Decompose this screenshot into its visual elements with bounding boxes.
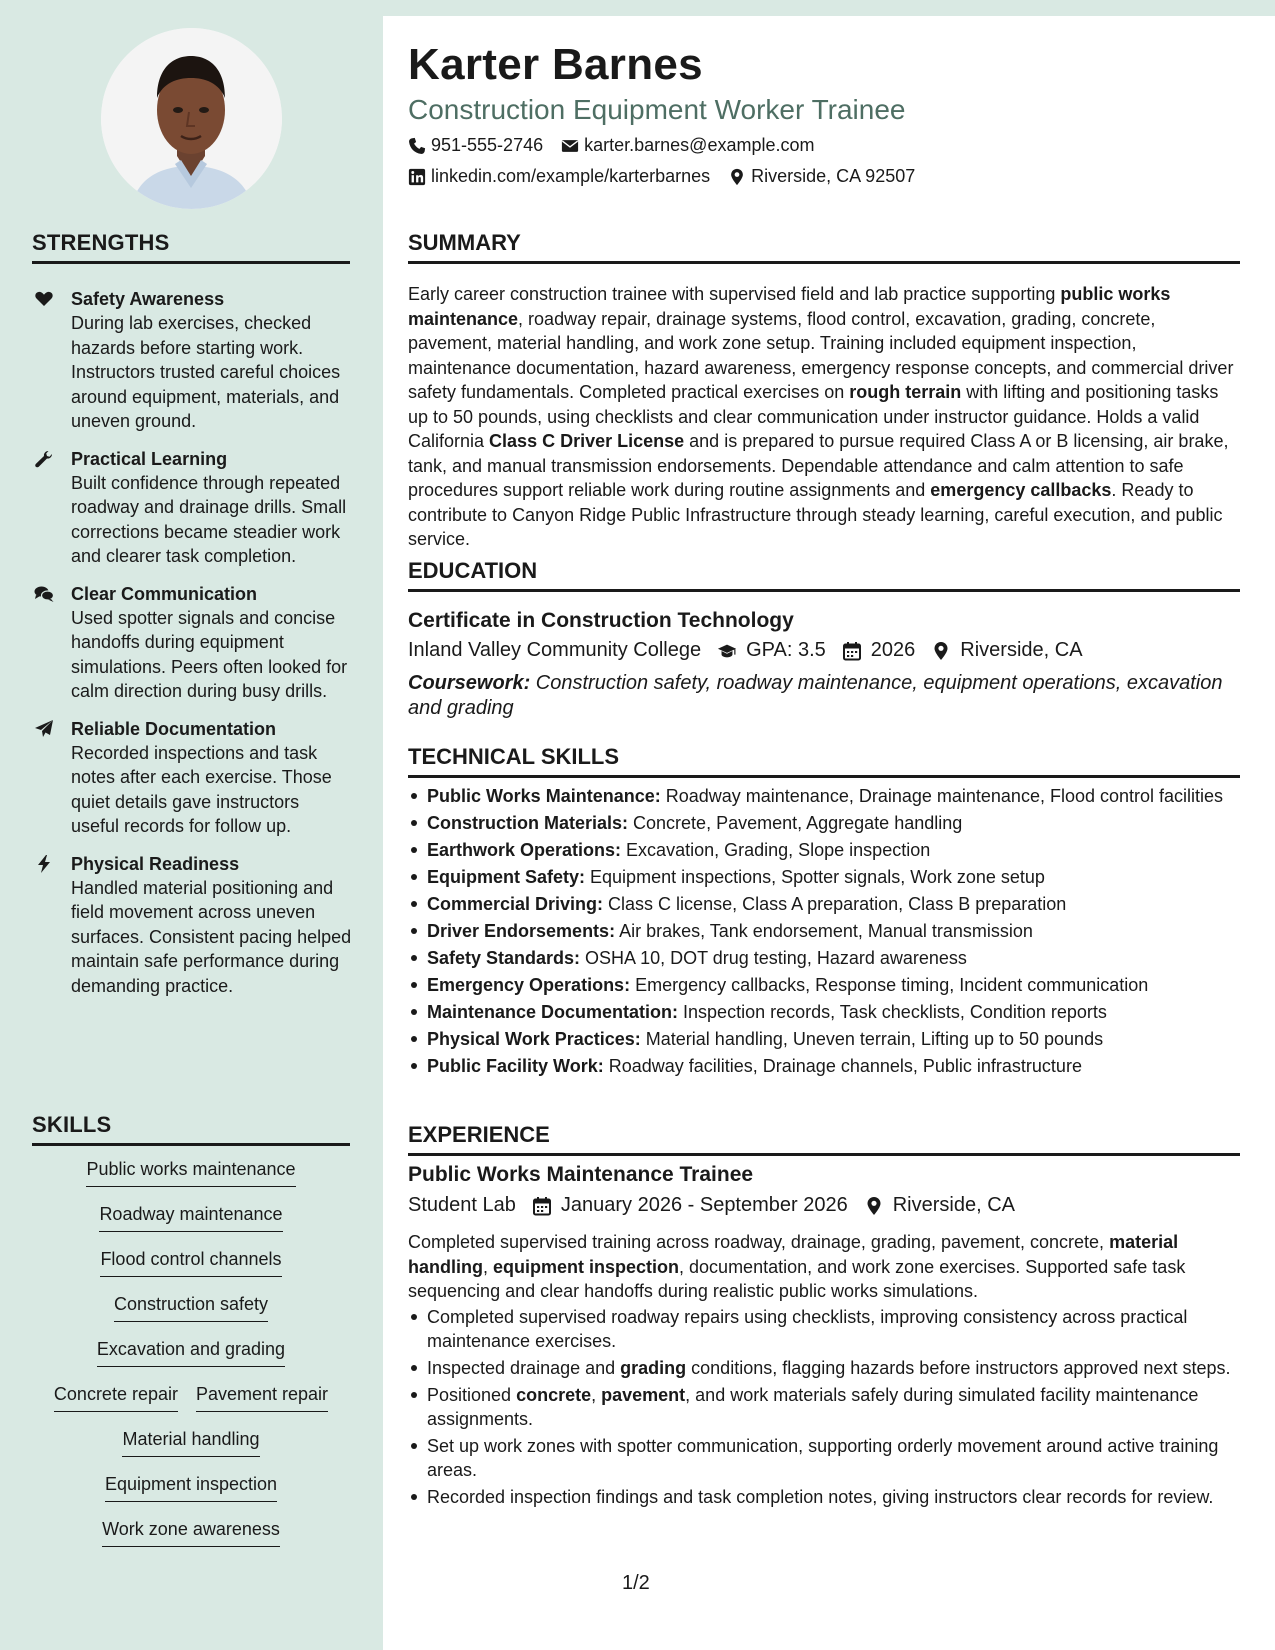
skill-values: Roadway maintenance, Drainage maintenance, Flood control facilities — [660, 786, 1224, 806]
skill-tag: Excavation and grading — [97, 1337, 285, 1367]
strength-desc: Used spotter signals and concise handoffs during equipment simulations. Peers often looked for calm direction during busy drills. — [71, 607, 348, 701]
bold-text: Class C Driver License — [489, 431, 685, 451]
strength-title: Reliable Documentation — [71, 718, 277, 739]
skill-row — [32, 1247, 350, 1292]
map-pin-icon — [931, 641, 951, 661]
strength-title: Clear Communication — [71, 583, 258, 604]
bold-text: grading — [620, 1358, 687, 1378]
text-segment: Inspected drainage and — [427, 1358, 621, 1378]
technical-skill-item — [408, 784, 1240, 808]
text-segment: . Ready to contribute to Canyon Ridge Public Infrastructure through steady learning, careful execution, and public service. — [408, 480, 1223, 549]
skill-category: Public Facility Work: — [427, 1056, 604, 1076]
education-meta — [408, 639, 1089, 662]
skill-values: OSHA 10, DOT drug testing, Hazard awareness — [580, 948, 967, 968]
text-segment: Recorded inspection findings and task completion notes, giving instructors clear records for review. — [427, 1487, 1214, 1507]
skill-values: Emergency callbacks, Response timing, Incident communication — [630, 975, 1149, 995]
school-name: Inland Valley Community College — [408, 639, 702, 661]
map-pin-icon — [864, 1196, 884, 1216]
skill-row — [32, 1382, 350, 1427]
skill-row — [32, 1292, 350, 1337]
skill-row — [32, 1157, 350, 1202]
candidate-role: Construction Equipment Worker Trainee — [408, 94, 906, 125]
bolt-icon — [34, 854, 54, 874]
skill-category: Equipment Safety: — [427, 867, 586, 887]
skills-heading: SKILLS — [32, 1112, 350, 1146]
heart-icon — [34, 289, 54, 309]
degree-title: Certificate in Construction Technology — [408, 609, 794, 632]
strength-item — [32, 582, 352, 704]
strength-desc: During lab exercises, checked hazards before starting work. Instructors trusted careful choices around equipment, materials, and uneven ground. — [71, 313, 341, 431]
skill-tag: Pavement repair — [196, 1382, 328, 1412]
skill-row — [32, 1427, 350, 1472]
technical-skills-list — [408, 784, 1240, 1081]
text-segment: Positioned — [427, 1385, 517, 1405]
skill-category: Public Works Maintenance: — [427, 786, 661, 806]
text-segment: , — [483, 1256, 494, 1277]
job-location-item — [864, 1194, 1015, 1217]
skill-category: Emergency Operations: — [427, 975, 631, 995]
org-name: Student Lab — [408, 1194, 516, 1216]
skill-values: Excavation, Grading, Slope inspection — [621, 840, 931, 860]
skill-values: Roadway facilities, Drainage channels, Public infrastructure — [603, 1056, 1082, 1076]
linkedin-icon — [408, 168, 426, 186]
candidate-name: Karter Barnes — [408, 40, 703, 89]
skills-list — [32, 1157, 350, 1562]
skill-tag: Public works maintenance — [86, 1157, 295, 1187]
skill-values: Equipment inspections, Spotter signals, Work zone setup — [585, 867, 1045, 887]
coursework-label: Coursework: — [408, 672, 531, 694]
bold-text: concrete — [516, 1385, 592, 1405]
wrench-icon — [34, 449, 54, 469]
skill-tag: Flood control channels — [100, 1247, 281, 1277]
strengths-list — [32, 287, 352, 1011]
strengths-heading: STRENGTHS — [32, 230, 350, 264]
text-segment: , roadway repair, drainage systems, flood control, excavation, grading, concrete, pavement, material handling, and work zone setup. Training included equipment inspection, maintenance documentation, hazard awareness, emergency response concepts, and commercial driver safety fundamentals. Completed practical exercises on — [408, 308, 1234, 402]
experience-bullet — [408, 1485, 1240, 1509]
skill-category: Safety Standards: — [427, 948, 581, 968]
bold-text: public works maintenance — [408, 284, 1171, 329]
strength-desc: Built confidence through repeated roadway and drainage drills. Small corrections became steadier work and clearer task completion. — [71, 472, 347, 566]
technical-skill-item — [408, 1054, 1240, 1078]
skill-values: Inspection records, Task checklists, Condition reports — [678, 1002, 1107, 1022]
calendar-icon — [532, 1196, 552, 1216]
text-segment: Completed supervised roadway repairs using checklists, improving consistency across practical maintenance exercises. — [427, 1307, 1188, 1351]
summary-text — [408, 282, 1240, 552]
bold-text: equipment inspection — [493, 1256, 680, 1277]
comments-icon — [34, 584, 54, 604]
paper-plane-icon — [34, 719, 54, 739]
text-segment: , documentation, and work zone exercises. Supported safe task sequencing and clear handoffs during realistic public works simulations. — [408, 1256, 1186, 1301]
skill-values: Air brakes, Tank endorsement, Manual transmission — [615, 921, 1033, 941]
technical-skill-item — [408, 838, 1240, 862]
experience-bullet — [408, 1383, 1240, 1431]
education-heading: EDUCATION — [408, 558, 1240, 592]
text-segment: Set up work zones with spotter communication, supporting orderly movement around active training areas. — [427, 1436, 1219, 1480]
text-segment: Early career construction trainee with supervised field and lab practice supporting — [408, 284, 1061, 304]
job-location: Riverside, CA — [892, 1194, 1015, 1216]
coursework — [408, 671, 1240, 720]
location-text: Riverside, CA 92507 — [751, 166, 916, 186]
technical-skill-item — [408, 865, 1240, 889]
skill-category: Physical Work Practices: — [427, 1029, 641, 1049]
linkedin-contact[interactable] — [408, 166, 710, 187]
avatar — [101, 28, 282, 209]
skill-row — [32, 1517, 350, 1562]
skill-row — [32, 1202, 350, 1247]
text-segment: Completed supervised training across roadway, drainage, grading, pavement, concrete, — [408, 1232, 1110, 1252]
skill-row — [32, 1337, 350, 1382]
envelope-icon — [561, 137, 579, 155]
skill-values: Concrete, Pavement, Aggregate handling — [628, 813, 963, 833]
org-item — [408, 1194, 516, 1217]
skill-category: Driver Endorsements: — [427, 921, 616, 941]
edu-location-item — [931, 639, 1082, 662]
gpa-item — [717, 639, 826, 662]
summary-heading: SUMMARY — [408, 230, 1240, 264]
location-contact — [728, 166, 915, 187]
skill-category: Construction Materials: — [427, 813, 629, 833]
map-pin-icon — [728, 168, 746, 186]
bold-text: pavement — [601, 1385, 686, 1405]
experience-intro — [408, 1230, 1240, 1304]
skill-values: Material handling, Uneven terrain, Lifting up to 50 pounds — [640, 1029, 1104, 1049]
dates-item — [532, 1194, 848, 1217]
strength-desc: Handled material positioning and field movement across uneven surfaces. Consistent pacing helped maintain safe performance during demanding practice. — [71, 877, 352, 996]
bold-text: emergency callbacks — [930, 480, 1112, 500]
phone-icon — [408, 137, 426, 155]
experience-bullet — [408, 1434, 1240, 1482]
text-segment: with lifting and positioning tasks up to 50 pounds, using checklists and clear communication under instructor guidance. Holds a valid California — [408, 382, 1219, 451]
email-contact[interactable] — [561, 135, 814, 156]
strength-item — [32, 287, 352, 434]
skill-tag: Work zone awareness — [102, 1517, 280, 1547]
strength-title: Safety Awareness — [71, 289, 225, 309]
technical-skills-heading: TECHNICAL SKILLS — [408, 744, 1240, 778]
calendar-icon — [842, 641, 862, 661]
skill-category: Maintenance Documentation: — [427, 1002, 679, 1022]
job-dates: January 2026 - September 2026 — [560, 1194, 848, 1216]
skill-tag: Roadway maintenance — [99, 1202, 282, 1232]
experience-bullet — [408, 1356, 1240, 1380]
email-text: karter.barnes@example.com — [584, 135, 815, 155]
edu-location: Riverside, CA — [960, 639, 1083, 661]
strength-title: Physical Readiness — [71, 853, 240, 874]
text-segment: and is prepared to pursue required Class A or B licensing, air brake, tank, and manual transmission endorsements. Dependable attendance and calm attention to safe procedures support reliable work during routine assignments and — [408, 431, 1229, 500]
skill-values: Class C license, Class A preparation, Class B preparation — [603, 894, 1067, 914]
strength-desc: Recorded inspections and task notes after each exercise. Those quiet details gave instructors useful records for follow up. — [71, 742, 332, 836]
experience-bullet — [408, 1305, 1240, 1353]
experience-heading: EXPERIENCE — [408, 1122, 1240, 1156]
technical-skill-item — [408, 946, 1240, 970]
skill-tag: Equipment inspection — [105, 1472, 277, 1502]
bold-text: rough terrain — [849, 382, 962, 402]
linkedin-text: linkedin.com/example/karterbarnes — [431, 166, 711, 186]
text-segment: , — [591, 1385, 602, 1405]
strength-item — [32, 447, 352, 569]
text-segment: conditions, flagging hazards before instructors approved next steps. — [686, 1358, 1231, 1378]
graduation-year: 2026 — [870, 639, 916, 661]
graduation-cap-icon — [717, 641, 737, 661]
skill-category: Commercial Driving: — [427, 894, 604, 914]
coursework-text: Construction safety, roadway maintenance, equipment operations, excavation and grading — [408, 672, 1223, 719]
experience-meta — [408, 1194, 1021, 1217]
skill-tag: Construction safety — [114, 1292, 268, 1322]
phone-text: 951-555-2746 — [431, 135, 544, 155]
strength-title: Practical Learning — [71, 448, 228, 469]
technical-skill-item — [408, 1027, 1240, 1051]
page-number: 1/2 — [622, 1572, 650, 1594]
technical-skill-item — [408, 919, 1240, 943]
technical-skill-item — [408, 811, 1240, 835]
bold-text: material handling — [408, 1232, 1179, 1277]
experience-bullets — [408, 1305, 1240, 1512]
phone-contact[interactable] — [408, 135, 543, 156]
technical-skill-item — [408, 892, 1240, 916]
skill-tag: Concrete repair — [54, 1382, 178, 1412]
job-title: Public Works Maintenance Trainee — [408, 1163, 754, 1186]
contact-row-1 — [408, 135, 814, 156]
skill-tag: Material handling — [122, 1427, 259, 1457]
strength-item — [32, 852, 352, 999]
skill-category: Earthwork Operations: — [427, 840, 622, 860]
year-item — [842, 639, 916, 662]
strength-item — [32, 717, 352, 839]
school-item — [408, 639, 701, 662]
technical-skill-item — [408, 973, 1240, 997]
contact-row-2 — [408, 166, 915, 187]
gpa-text: GPA: 3.5 — [746, 639, 826, 661]
technical-skill-item — [408, 1000, 1240, 1024]
skill-row — [32, 1472, 350, 1517]
text-segment: , and work materials safely during simulated facility maintenance assignments. — [427, 1385, 1199, 1429]
